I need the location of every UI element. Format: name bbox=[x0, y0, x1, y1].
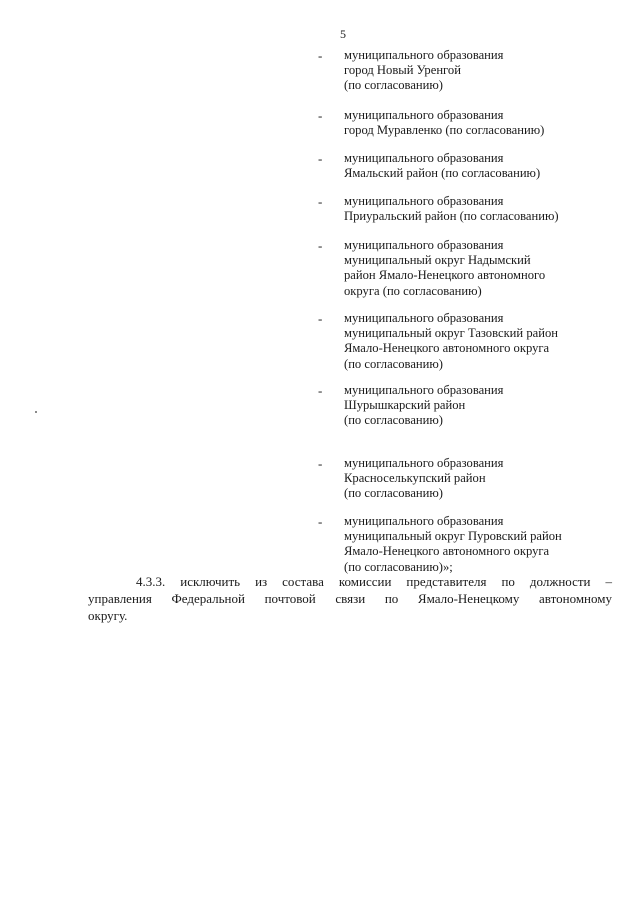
list-item-line: Ямало-Ненецкого автономного округа bbox=[344, 341, 550, 356]
list-item-line: (по согласованию) bbox=[344, 356, 444, 371]
list-item-line: муниципальный округ Пуровский район bbox=[344, 529, 562, 544]
list-dash: - bbox=[318, 311, 323, 326]
list-item-line: город Новый Уренгой bbox=[344, 63, 461, 78]
list-item-line: Приуральский район (по согласованию) bbox=[344, 209, 559, 224]
list-dash: - bbox=[318, 194, 323, 209]
list-item-text bbox=[344, 311, 624, 372]
list-item-line: муниципального образования bbox=[344, 151, 504, 165]
list-item-text bbox=[344, 194, 624, 224]
list-dash: - bbox=[318, 238, 323, 253]
list-item-line: муниципальный округ Надымский bbox=[344, 253, 531, 268]
list-item-text bbox=[344, 108, 624, 138]
list-item-line: муниципального образования bbox=[344, 48, 504, 62]
paragraph-line: округу. bbox=[88, 608, 128, 623]
paragraph-line: управления Федеральной почтовой связи по Ямало-Ненецкому автономному bbox=[88, 591, 612, 606]
list-item-line: муниципального образования bbox=[344, 514, 504, 528]
list-item-line: Шурышкарский район bbox=[344, 398, 466, 413]
list-item-text bbox=[344, 456, 624, 502]
list-item-line: (по согласованию) bbox=[344, 486, 444, 501]
list-item-text bbox=[344, 238, 624, 299]
list-item-text bbox=[344, 383, 624, 429]
list-item-line: (по согласованию)»; bbox=[344, 559, 453, 574]
list-dash: - bbox=[318, 456, 323, 471]
list-item-line: город Муравленко (по согласованию) bbox=[344, 123, 545, 138]
list-item-line: муниципального образования bbox=[344, 383, 504, 397]
list-dash: - bbox=[318, 48, 323, 63]
list-item-line: муниципального образования bbox=[344, 311, 504, 325]
list-dash: - bbox=[318, 383, 323, 398]
list-dash: - bbox=[318, 514, 323, 529]
page-number: 5 bbox=[340, 27, 346, 41]
paragraph-line: 4.3.3. исключить из состава комиссии представителя по должности – bbox=[136, 574, 612, 589]
list-item-line: Красноселькупский район bbox=[344, 471, 486, 486]
list-item-text bbox=[344, 48, 624, 94]
list-item-line: муниципальный округ Тазовский район bbox=[344, 326, 558, 341]
list-item-line: Ямало-Ненецкого автономного округа bbox=[344, 544, 550, 559]
list-item-text bbox=[344, 514, 624, 575]
list-item-line: муниципального образования bbox=[344, 194, 504, 208]
list-item-text bbox=[344, 151, 624, 181]
list-item-line: муниципального образования bbox=[344, 108, 504, 122]
list-item-line: (по согласованию) bbox=[344, 413, 444, 428]
list-item-line: (по согласованию) bbox=[344, 78, 444, 93]
list-item-line: округа (по согласованию) bbox=[344, 283, 482, 298]
list-item-line: муниципального образования bbox=[344, 456, 504, 470]
list-item-line: район Ямало-Ненецкого автономного bbox=[344, 268, 546, 283]
list-dash: - bbox=[318, 108, 323, 123]
scan-speck bbox=[35, 411, 37, 413]
list-dash: - bbox=[318, 151, 323, 166]
list-item-line: Ямальский район (по согласованию) bbox=[344, 166, 541, 181]
list-item-line: муниципального образования bbox=[344, 238, 504, 252]
body-paragraph bbox=[88, 573, 612, 624]
